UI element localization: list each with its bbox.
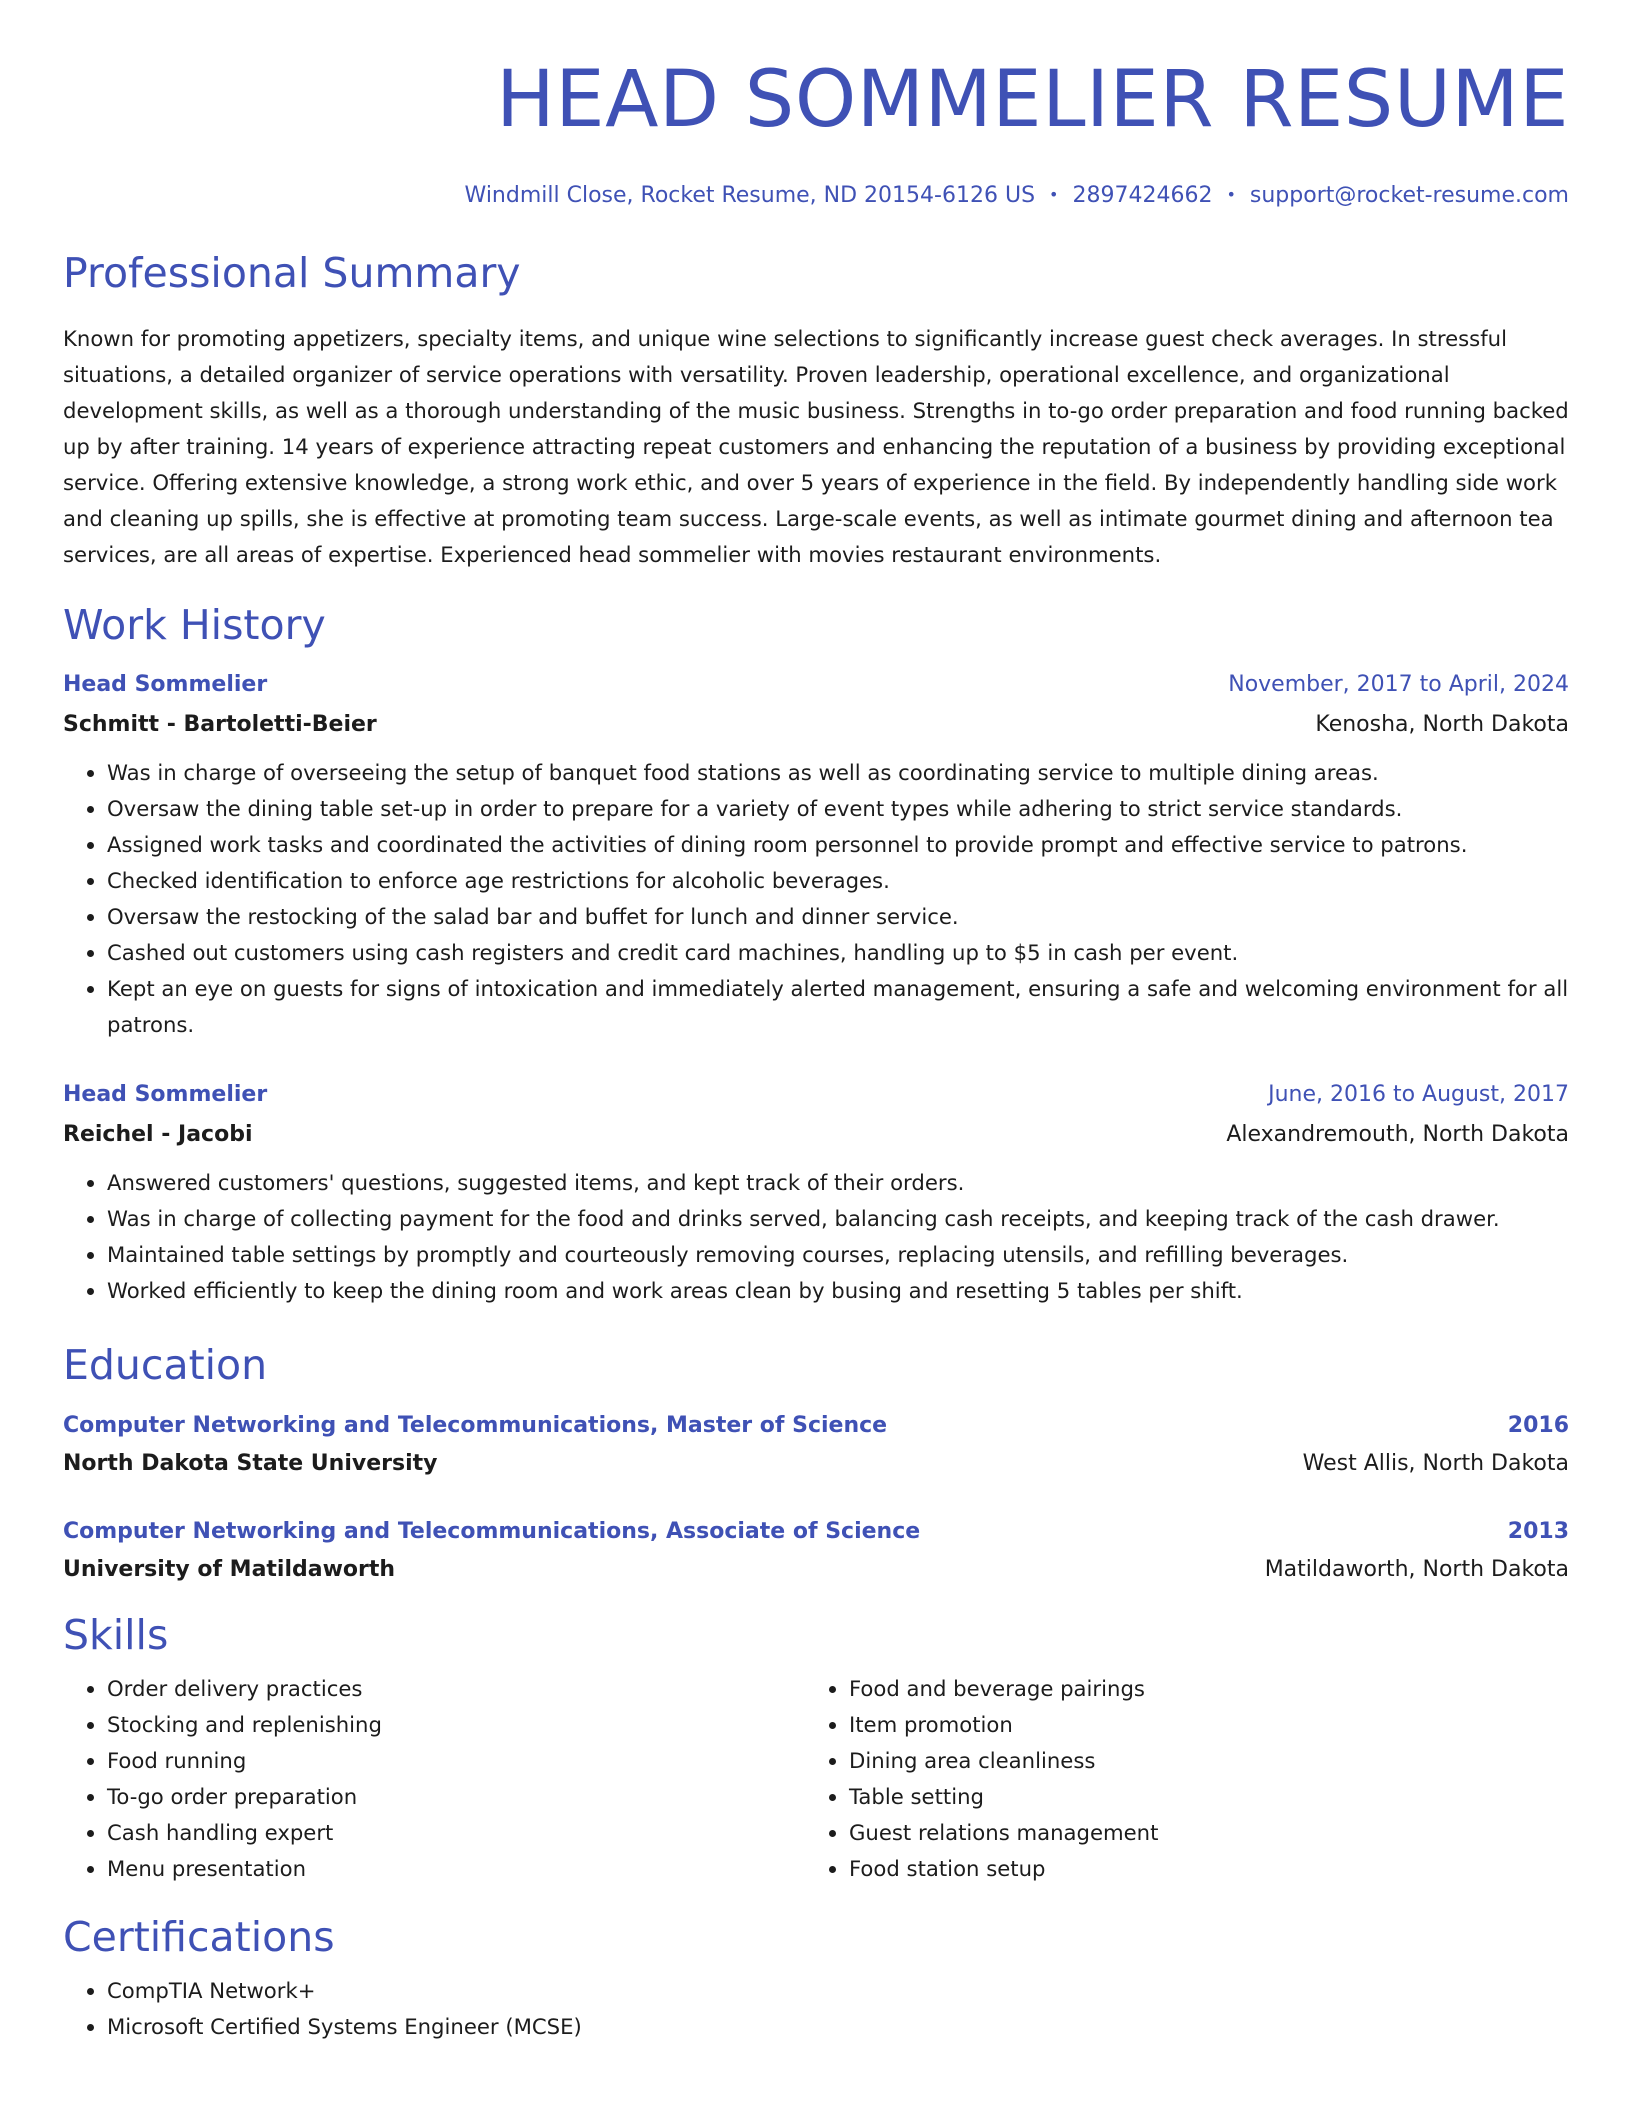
summary-text: Known for promoting appetizers, specialty items, and unique wine selections to significantly increase guest check averages. In stressful situations, a detailed organizer of service operations with versatility. Proven leadership, operational excellence, and organizational development skills, as well as a thorough understanding of the music business. Strengths in to-go order preparation and food running backed up by after training. 14 years of experience attracting repeat customers and enhancing the reputation of a business by providing exceptional service. Offering extensive knowledge, a strong work ethic, and over 5 years of experience in the field. By independently handling side work and cleaning up spills, she is effective at promoting team success. Large-scale events, as well as intimate gourmet dining and afternoon tea services, are all areas of expertise. Experienced head sommelier with movies restaurant environments. xyxy=(63,326,1569,567)
skills-list-left xyxy=(63,1671,805,1887)
job-bullet: • Maintained table settings by promptly and courteously removing courses, replacing utensils, and refilling beverages. xyxy=(107,1237,1569,1273)
job-dates: November, 2017 to April, 2024 xyxy=(1228,672,1569,697)
education-entry xyxy=(63,1513,1569,1589)
address: Windmill Close, Rocket Resume, ND 20154-6126 US xyxy=(464,183,1036,208)
job-title-row xyxy=(63,1075,1569,1115)
section-title-summary: Professional Summary xyxy=(63,249,521,297)
company-name: Reichel - Jacobi xyxy=(63,1122,253,1147)
job-title-row xyxy=(63,665,1569,705)
job-bullet: • Kept an eye on guests for signs of intoxication and immediately alerted management, ensuring a safe and welcoming environment for all patrons. xyxy=(107,971,1569,1043)
degree-row xyxy=(63,1407,1569,1445)
company-location: Alexandremouth, North Dakota xyxy=(1226,1122,1569,1147)
certifications-section xyxy=(63,1911,1569,2045)
skill-item: • Dining area cleanliness xyxy=(849,1743,1547,1779)
section-title-certifications: Certifications xyxy=(63,1913,335,1961)
skills-columns xyxy=(63,1671,1569,1887)
section-title-skills: Skills xyxy=(63,1611,169,1659)
school-row xyxy=(63,1445,1569,1483)
company-row xyxy=(63,1115,1569,1155)
work-history-section xyxy=(63,599,1569,1309)
resume-name: HEAD SOMMELIER RESUME xyxy=(496,55,1569,145)
skills-section xyxy=(63,1609,1569,1887)
skill-item: • Cash handling expert xyxy=(107,1815,805,1851)
job-bullet: • Was in charge of overseeing the setup of banquet food stations as well as coordinating service to multiple dining areas. xyxy=(107,755,1569,791)
degree: Computer Networking and Telecommunications, Master of Science xyxy=(63,1413,888,1438)
job-bullet: • Assigned work tasks and coordinated the activities of dining room personnel to provide prompt and effective service to patrons. xyxy=(107,827,1569,863)
skill-item: • Food running xyxy=(107,1743,805,1779)
separator-dot: • xyxy=(1226,185,1236,204)
school-name: North Dakota State University xyxy=(63,1451,438,1476)
company-location: Kenosha, North Dakota xyxy=(1315,712,1569,737)
certification-item: • Microsoft Certified Systems Engineer (MCSE) xyxy=(107,2009,1569,2045)
school-row xyxy=(63,1551,1569,1589)
education-section xyxy=(63,1339,1569,1589)
school-location: West Allis, North Dakota xyxy=(1302,1451,1569,1476)
graduation-year: 2016 xyxy=(1507,1413,1569,1438)
skill-item: • Food station setup xyxy=(849,1851,1547,1887)
skill-item: • Food and beverage pairings xyxy=(849,1671,1547,1707)
skill-item: • Stocking and replenishing xyxy=(107,1707,805,1743)
skill-item: • Order delivery practices xyxy=(107,1671,805,1707)
job-position: Head Sommelier xyxy=(63,672,268,697)
job-bullet: • Was in charge of collecting payment for the food and drinks served, balancing cash receipts, and keeping track of the cash drawer. xyxy=(107,1201,1569,1237)
job-dates: June, 2016 to August, 2017 xyxy=(1268,1082,1569,1107)
contact-line xyxy=(63,180,1569,211)
certification-item: • CompTIA Network+ xyxy=(107,1973,1569,2009)
certifications-list xyxy=(63,1973,1569,2045)
job-position: Head Sommelier xyxy=(63,1082,268,1107)
resume-header xyxy=(63,0,1569,211)
skill-item: • Menu presentation xyxy=(107,1851,805,1887)
job-bullet: • Worked efficiently to keep the dining room and work areas clean by busing and resetting 5 tables per shift. xyxy=(107,1273,1569,1309)
email-link[interactable]: support@rocket-resume.com xyxy=(1249,183,1569,208)
summary-section xyxy=(63,247,1569,573)
degree-row xyxy=(63,1513,1569,1551)
job-bullet: • Checked identification to enforce age restrictions for alcoholic beverages. xyxy=(107,863,1569,899)
company-row xyxy=(63,705,1569,745)
graduation-year: 2013 xyxy=(1507,1519,1569,1544)
skill-item: • Guest relations management xyxy=(849,1815,1547,1851)
job-entry xyxy=(63,1075,1569,1309)
section-title-education: Education xyxy=(63,1341,268,1389)
job-bullets xyxy=(63,755,1569,1043)
job-bullet: • Oversaw the dining table set-up in order to prepare for a variety of event types while adhering to strict service standards. xyxy=(107,791,1569,827)
job-bullet: • Oversaw the restocking of the salad bar and buffet for lunch and dinner service. xyxy=(107,899,1569,935)
phone: 2897424662 xyxy=(1072,183,1213,208)
school-name: University of Matildaworth xyxy=(63,1557,396,1582)
job-bullet: • Cashed out customers using cash registers and credit card machines, handling up to $5 in cash per event. xyxy=(107,935,1569,971)
skill-item: • To-go order preparation xyxy=(107,1779,805,1815)
company-name: Schmitt - Bartoletti-Beier xyxy=(63,712,377,737)
education-entry xyxy=(63,1407,1569,1483)
skills-list-right xyxy=(805,1671,1547,1887)
job-bullets xyxy=(63,1165,1569,1309)
skill-item: • Item promotion xyxy=(849,1707,1547,1743)
job-bullet: • Answered customers' questions, suggested items, and kept track of their orders. xyxy=(107,1165,1569,1201)
skill-item: • Table setting xyxy=(849,1779,1547,1815)
separator-dot: • xyxy=(1049,185,1059,204)
section-title-work-history: Work History xyxy=(63,601,326,649)
school-location: Matildaworth, North Dakota xyxy=(1264,1557,1569,1582)
job-entry xyxy=(63,665,1569,1043)
degree: Computer Networking and Telecommunications, Associate of Science xyxy=(63,1519,921,1544)
